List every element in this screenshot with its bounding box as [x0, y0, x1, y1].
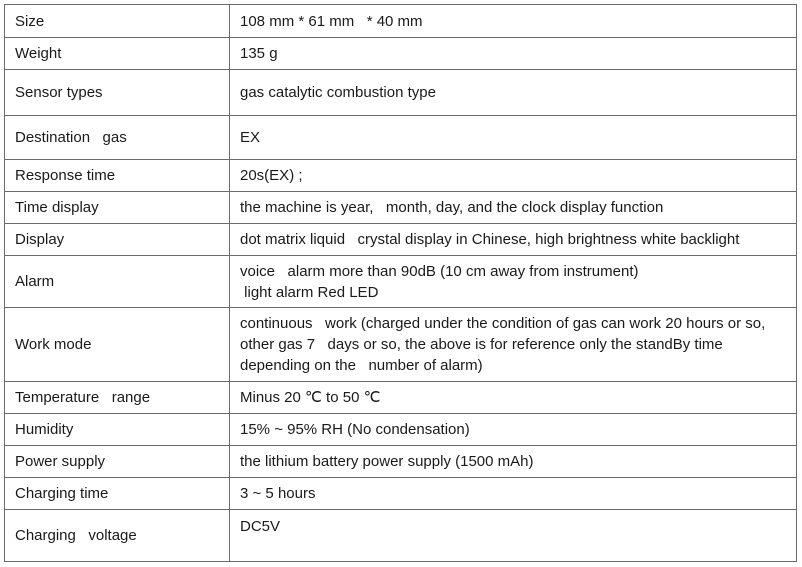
row-value-alarm: voice alarm more than 90dB (10 cm away from instrument) light alarm Red LED: [230, 256, 797, 308]
row-label-temperature-range: Temperature range: [5, 382, 230, 414]
table-row: [5, 192, 797, 224]
table-row: [5, 478, 797, 510]
row-value-charging-voltage: DC5V: [230, 510, 797, 562]
row-label-time-display: Time display: [5, 192, 230, 224]
row-value-temperature-range: Minus 20 ℃ to 50 ℃: [230, 382, 797, 414]
table-row: [5, 510, 797, 562]
table-row: [5, 224, 797, 256]
row-value-humidity: 15% ~ 95% RH (No condensation): [230, 414, 797, 446]
row-label-display: Display: [5, 224, 230, 256]
row-value-sensor-types: gas catalytic combustion type: [230, 70, 797, 116]
table-row: [5, 160, 797, 192]
table-row: [5, 70, 797, 116]
row-label-power-supply: Power supply: [5, 446, 230, 478]
row-label-sensor-types: Sensor types: [5, 70, 230, 116]
table-row: [5, 38, 797, 70]
table-row: [5, 382, 797, 414]
row-label-alarm: Alarm: [5, 256, 230, 308]
spec-table: [4, 4, 797, 562]
row-label-humidity: Humidity: [5, 414, 230, 446]
row-value-power-supply: the lithium battery power supply (1500 mAh): [230, 446, 797, 478]
row-value-response-time: 20s(EX) ;: [230, 160, 797, 192]
row-value-work-mode: continuous work (charged under the condition of gas can work 20 hours or so, other gas 7 days or so, the above is for reference only the standBy time depending on the number of alarm): [230, 308, 797, 382]
row-value-charging-time: 3 ~ 5 hours: [230, 478, 797, 510]
row-label-charging-time: Charging time: [5, 478, 230, 510]
row-label-charging-voltage: Charging voltage: [5, 510, 230, 562]
table-row: [5, 308, 797, 382]
row-value-destination-gas: EX: [230, 116, 797, 160]
row-label-weight: Weight: [5, 38, 230, 70]
row-value-size: 108 mm * 61 mm * 40 mm: [230, 5, 797, 38]
row-label-destination-gas: Destination gas: [5, 116, 230, 160]
table-row: [5, 414, 797, 446]
table-row: [5, 446, 797, 478]
table-row: [5, 5, 797, 38]
row-label-size: Size: [5, 5, 230, 38]
row-value-time-display: the machine is year, month, day, and the clock display function: [230, 192, 797, 224]
row-label-work-mode: Work mode: [5, 308, 230, 382]
row-value-display: dot matrix liquid crystal display in Chinese, high brightness white backlight: [230, 224, 797, 256]
table-row: [5, 256, 797, 308]
row-value-weight: 135 g: [230, 38, 797, 70]
table-row: [5, 116, 797, 160]
row-label-response-time: Response time: [5, 160, 230, 192]
